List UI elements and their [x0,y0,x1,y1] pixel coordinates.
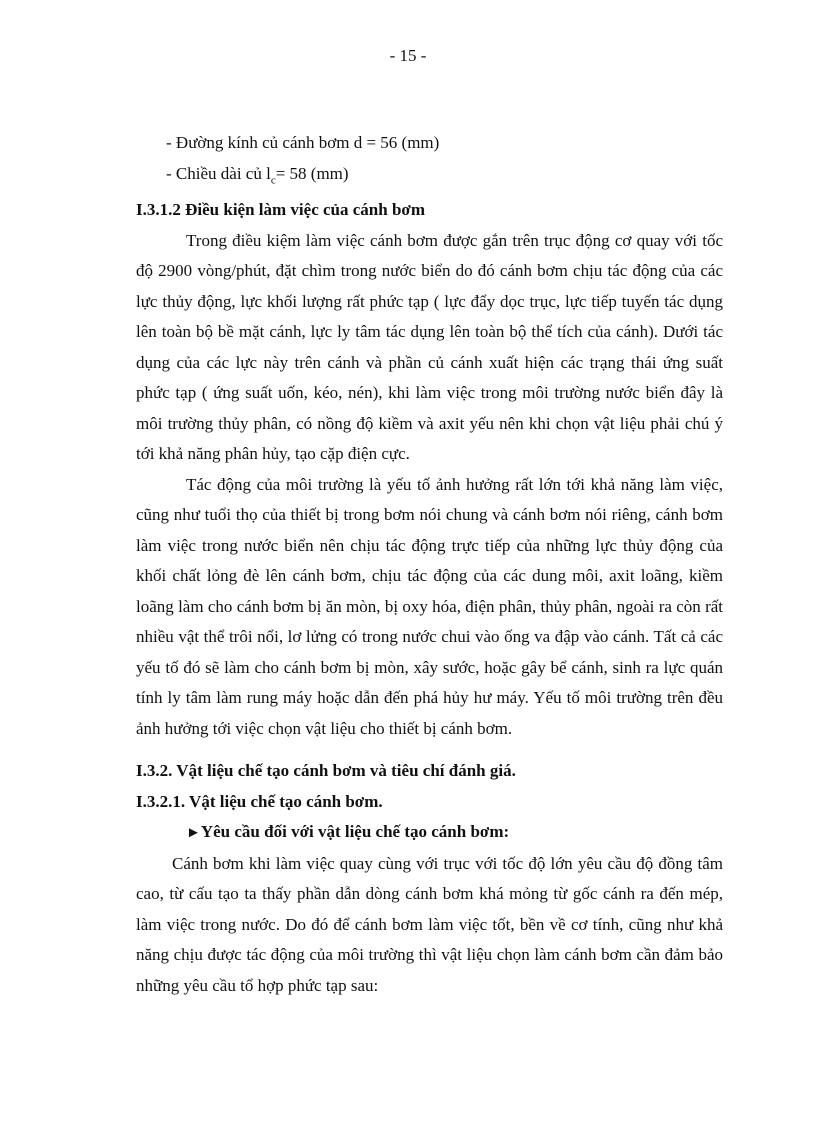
section-heading-working-conditions: I.3.1.2 Điều kiện làm việc của cánh bơm [136,200,425,220]
paragraph-environment-impact: Tác động của môi trường là yếu tố ảnh hưởng rất lớn tới khả năng làm việc, cũng như tuổi thọ của thiết bị trong bơm nói chung và cánh bơm nói riêng, cánh bơm làm việc trong nước biển nên chịu tác động trực tiếp của những lực thủy động của khối chất lỏng đè lên cánh bơm, chịu tác động của các dung môi, axit loãng, kiềm loãng làm cho cánh bơm bị ăn mòn, bị oxy hóa, điện phân, thủy phân, ngoài ra còn rất nhiều vật thể trôi nổi, lơ lửng có trong nước chui vào ống va đập vào cánh. Tất cả các yếu tố đó sẽ làm cho cánh bơm bị mòn, xây sước, hoặc gây bể cánh, sinh ra lực quán tính ly tâm làm rung máy hoặc dẫn đến phá hủy hư máy. Yếu tố môi trường trên đều ảnh hưởng tới việc chọn vật liệu cho thiết bị cánh bơm. [136,474,723,738]
subsection-heading-materials: I.3.2.1. Vật liệu chế tạo cánh bơm. [136,791,383,811]
paragraph-requirements: Cánh bơm khi làm việc quay cùng với trục với tốc độ lớn yêu cầu độ đồng tâm cao, từ cấu tạo ta thấy phần dẫn dòng cánh bơm khá mỏng từ gốc cánh ra đến mép, làm việc trong nước. Do đó để cánh bơm làm việc tốt, bền về cơ tính, cũng như khả năng chịu được tác động của môi trường thì vật liệu chọn làm cánh bơm cần đảm bảo những yêu cầu tổ hợp phức tạp sau: [136,853,723,995]
page-number: - 15 - [389,46,427,65]
bullet-length-subscript: c [270,173,276,186]
arrow-icon: ► [186,825,201,842]
document-body [136,128,723,1001]
bullet-length [136,159,723,196]
bullet-length-suffix: = 58 (mm) [275,163,349,183]
section-spacer [136,744,723,756]
bullet-length-prefix: - Chiều dài củ l [166,163,271,183]
requirement-title-text: Yêu cầu đối với vật liệu chế tạo cánh bơm: [200,822,510,842]
section-heading-materials: I.3.2. Vật liệu chế tạo cánh bơm và tiêu chí đánh giá. [136,761,516,781]
paragraph-working-conditions: Trong điều kiệm làm việc cánh bơm được gắn trên trục động cơ quay với tốc độ 2900 vòng/phút, đặt chìm trong nước biển do đó cánh bơm chịu tác động của các lực thủy động, lực khối lượng rất phức tạp ( lực đẩy dọc trục, lực tiếp tuyến tác dụng lên toàn bộ bề mặt cánh, lực ly tâm tác dụng lên toàn bộ thể tích của cánh). Dưới tác dụng của các lực này trên cánh và phần củ cánh xuất hiện các trạng thái ứng suất phức tạp ( ứng suất uốn, kéo, nén), khi làm việc trong môi trường nước biển đây là môi trường thủy phân, có nồng độ kiềm và axit yếu nên khi chọn vật liệu phải chú ý tới khả năng phân hủy, tạo cặp điện cực. [136,230,723,464]
bullet-diameter: - Đường kính củ cánh bơm d = 56 (mm) [166,133,440,152]
requirement-title [136,817,723,849]
